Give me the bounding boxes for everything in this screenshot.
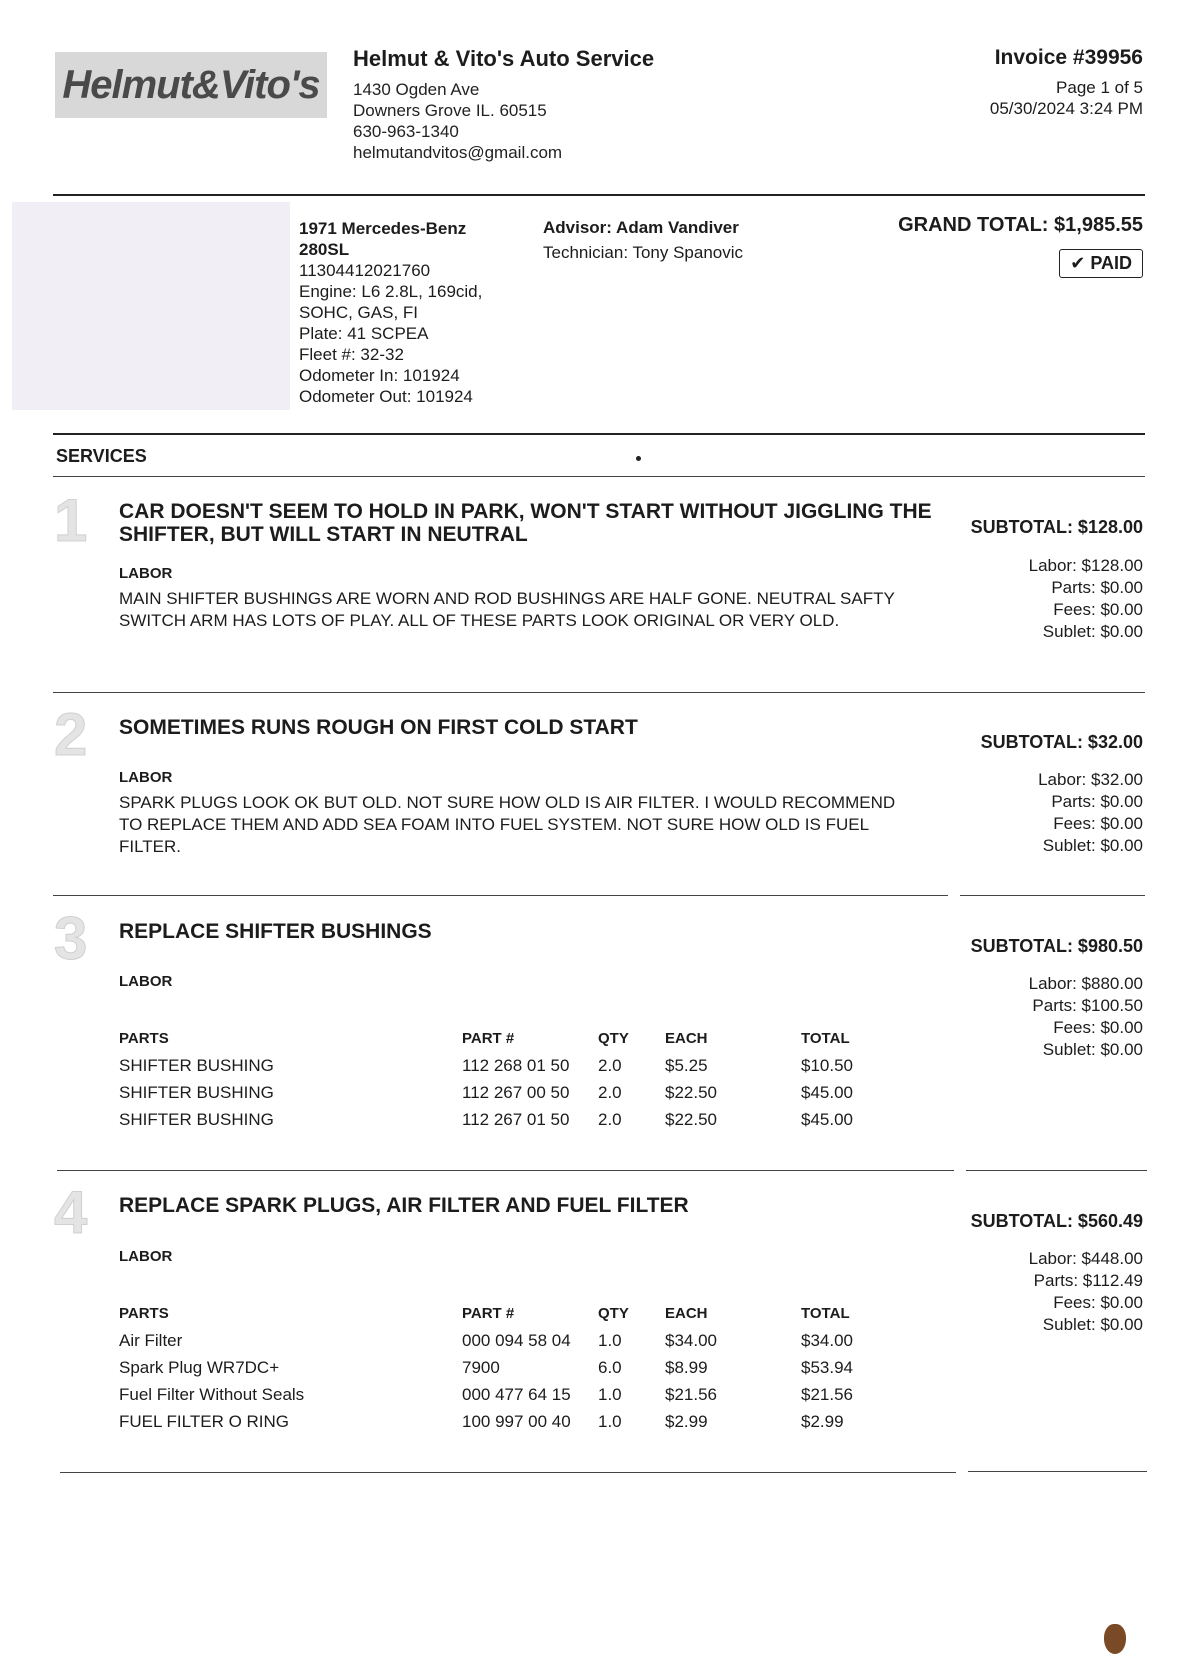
- service-divider: [53, 692, 1145, 693]
- part-number: 7900: [462, 1357, 500, 1377]
- part-each: $2.99: [665, 1411, 708, 1431]
- customer-info-redacted: [12, 202, 290, 410]
- col-total: TOTAL: [801, 1305, 850, 1322]
- labor-label: LABOR: [119, 973, 173, 990]
- service-divider: [57, 1170, 954, 1171]
- part-name: Air Filter: [119, 1330, 183, 1350]
- part-each: $5.25: [665, 1055, 708, 1075]
- services-heading: SERVICES: [56, 446, 147, 466]
- part-total: $45.00: [801, 1109, 853, 1129]
- fees-amount: Fees: $0.00: [1053, 1018, 1143, 1037]
- technician-name: Technician: Tony Spanovic: [543, 243, 744, 262]
- part-total: $10.50: [801, 1055, 853, 1075]
- fees-amount: Fees: $0.00: [1053, 600, 1143, 619]
- service-subtotal: SUBTOTAL: $32.00: [980, 732, 1143, 752]
- shop-address-line2: Downers Grove IL. 60515: [353, 101, 547, 120]
- parts-amount: Parts: $0.00: [1051, 578, 1143, 597]
- col-each: EACH: [665, 1305, 708, 1322]
- parts-table: [119, 1305, 891, 1436]
- part-name: SHIFTER BUSHING: [119, 1082, 274, 1102]
- scan-speck: [636, 456, 641, 461]
- part-qty: 1.0: [598, 1330, 622, 1350]
- part-each: $34.00: [665, 1330, 717, 1350]
- labor-amount: Labor: $32.00: [1038, 770, 1143, 789]
- parts-table-header: [119, 1030, 891, 1053]
- service-breakdown: [1029, 1248, 1143, 1336]
- table-row: [119, 1355, 891, 1382]
- service-divider: [53, 895, 948, 896]
- shop-name: Helmut & Vito's Auto Service: [353, 46, 655, 71]
- vehicle-engine-line1: Engine: L6 2.8L, 169cid,: [299, 282, 483, 301]
- part-number: 000 477 64 15: [462, 1384, 571, 1404]
- table-row: [119, 1080, 891, 1107]
- service-breakdown: [1029, 973, 1143, 1061]
- shop-email: helmutandvitos@gmail.com: [353, 143, 563, 162]
- service-title: SOMETIMES RUNS ROUGH ON FIRST COLD START: [119, 716, 638, 739]
- part-each: $21.56: [665, 1384, 717, 1404]
- col-each: EACH: [665, 1030, 708, 1047]
- part-total: $2.99: [801, 1411, 844, 1431]
- part-qty: 1.0: [598, 1411, 622, 1431]
- part-number: 112 267 01 50: [462, 1109, 570, 1129]
- paper-stain: [1104, 1624, 1126, 1654]
- table-row: [119, 1107, 891, 1134]
- part-name: Spark Plug WR7DC+: [119, 1357, 280, 1377]
- part-each: $22.50: [665, 1082, 717, 1102]
- vehicle-make: 1971 Mercedes-Benz: [299, 219, 467, 238]
- service-number: 1: [54, 487, 88, 554]
- logo-text: Helmut&Vito's: [62, 62, 320, 107]
- service-number: 3: [54, 905, 88, 972]
- parts-table-header: [119, 1305, 891, 1328]
- table-row: [119, 1382, 891, 1409]
- part-qty: 2.0: [598, 1055, 622, 1075]
- vehicle-info: [299, 218, 482, 407]
- service-title: REPLACE SHIFTER BUSHINGS: [119, 920, 432, 943]
- fees-amount: Fees: $0.00: [1053, 814, 1143, 833]
- parts-table: [119, 1030, 891, 1134]
- service-number: 4: [54, 1179, 88, 1246]
- part-qty: 6.0: [598, 1357, 622, 1377]
- vehicle-vin: 11304412021760: [299, 261, 431, 280]
- invoice-date: 05/30/2024 3:24 PM: [989, 99, 1143, 118]
- part-name: SHIFTER BUSHING: [119, 1055, 274, 1075]
- odometer-out: Odometer Out: 101924: [299, 387, 473, 406]
- vehicle-engine-line2: SOHC, GAS, FI: [299, 303, 419, 322]
- part-name: Fuel Filter Without Seals: [119, 1384, 305, 1404]
- labor-amount: Labor: $448.00: [1028, 1249, 1143, 1268]
- table-row: [119, 1409, 891, 1436]
- part-number: 100 997 00 40: [462, 1411, 571, 1431]
- service-divider: [966, 1170, 1147, 1171]
- header-divider: [53, 194, 1145, 196]
- advisor-name: Advisor: Adam Vandiver: [543, 218, 739, 237]
- service-number: 2: [54, 701, 88, 768]
- part-each: $22.50: [665, 1109, 717, 1129]
- col-part-number: PART #: [462, 1305, 515, 1322]
- sublet-amount: Sublet: $0.00: [1042, 1040, 1143, 1059]
- fees-amount: Fees: $0.00: [1053, 1293, 1143, 1312]
- part-each: $8.99: [665, 1357, 708, 1377]
- service-title: REPLACE SPARK PLUGS, AIR FILTER AND FUEL FILTER: [119, 1194, 689, 1217]
- parts-amount: Parts: $0.00: [1051, 792, 1143, 811]
- service-divider: [60, 1472, 956, 1473]
- service-subtotal: SUBTOTAL: $980.50: [970, 936, 1143, 956]
- labor-amount: Labor: $880.00: [1028, 974, 1143, 993]
- service-note: SPARK PLUGS LOOK OK BUT OLD. NOT SURE HOW OLD IS AIR FILTER. I WOULD RECOMMEND TO REPLACE THEM AND ADD SEA FOAM INTO FUEL SYSTEM. NOT SURE HOW OLD IS FUEL FILTER.: [119, 793, 896, 856]
- labor-label: LABOR: [119, 565, 173, 582]
- table-row: [119, 1328, 891, 1355]
- parts-amount: Parts: $100.50: [1032, 996, 1143, 1015]
- sublet-amount: Sublet: $0.00: [1042, 622, 1143, 641]
- vehicle-fleet: Fleet #: 32-32: [299, 345, 404, 364]
- shop-logo: [55, 52, 327, 118]
- labor-amount: Labor: $128.00: [1028, 556, 1143, 575]
- service-note: MAIN SHIFTER BUSHINGS ARE WORN AND ROD BUSHINGS ARE HALF GONE. NEUTRAL SAFTY SWITCH ARM HAS LOTS OF PLAY. ALL OF THESE PARTS LOOK ORIGINAL OR VERY OLD.: [119, 589, 895, 630]
- labor-label: LABOR: [119, 1248, 173, 1265]
- col-parts: PARTS: [119, 1305, 169, 1322]
- col-parts: PARTS: [119, 1030, 169, 1047]
- service-breakdown: [1038, 769, 1143, 857]
- service-subtotal: SUBTOTAL: $560.49: [970, 1211, 1143, 1231]
- service-breakdown: [1029, 555, 1143, 643]
- page-indicator: Page 1 of 5: [1056, 78, 1143, 97]
- col-qty: QTY: [598, 1305, 629, 1322]
- col-part-number: PART #: [462, 1030, 515, 1047]
- service-divider: [968, 1471, 1147, 1472]
- services-divider: [53, 476, 1145, 477]
- part-total: $34.00: [801, 1330, 853, 1350]
- col-total: TOTAL: [801, 1030, 850, 1047]
- service-title: CAR DOESN'T SEEM TO HOLD IN PARK, WON'T START WITHOUT JIGGLING THE SHIFTER, BUT WILL START IN NEUTRAL: [119, 500, 932, 546]
- vehicle-plate: Plate: 41 SCPEA: [299, 324, 429, 343]
- labor-label: LABOR: [119, 769, 173, 786]
- odometer-in: Odometer In: 101924: [299, 366, 460, 385]
- col-qty: QTY: [598, 1030, 629, 1047]
- parts-amount: Parts: $112.49: [1033, 1271, 1143, 1290]
- vehicle-model: 280SL: [299, 240, 350, 259]
- part-qty: 2.0: [598, 1082, 622, 1102]
- sublet-amount: Sublet: $0.00: [1042, 836, 1143, 855]
- part-qty: 1.0: [598, 1384, 622, 1404]
- shop-phone: 630-963-1340: [353, 122, 459, 141]
- sublet-amount: Sublet: $0.00: [1042, 1315, 1143, 1334]
- invoice-number: Invoice #39956: [994, 46, 1143, 69]
- paid-badge: ✔ PAID: [1059, 249, 1143, 278]
- service-divider: [960, 895, 1145, 896]
- service-subtotal: SUBTOTAL: $128.00: [970, 517, 1143, 537]
- part-total: $45.00: [801, 1082, 853, 1102]
- part-qty: 2.0: [598, 1109, 622, 1129]
- part-name: FUEL FILTER O RING: [119, 1411, 290, 1431]
- vehicle-divider: [53, 433, 1145, 435]
- table-row: [119, 1053, 891, 1080]
- part-number: 112 268 01 50: [462, 1055, 570, 1075]
- part-total: $21.56: [801, 1384, 853, 1404]
- grand-total: GRAND TOTAL: $1,985.55: [898, 214, 1143, 236]
- part-total: $53.94: [801, 1357, 853, 1377]
- part-name: SHIFTER BUSHING: [119, 1109, 274, 1129]
- shop-address-line1: 1430 Ogden Ave: [353, 80, 480, 99]
- part-number: 112 267 00 50: [462, 1082, 570, 1102]
- part-number: 000 094 58 04: [462, 1330, 571, 1350]
